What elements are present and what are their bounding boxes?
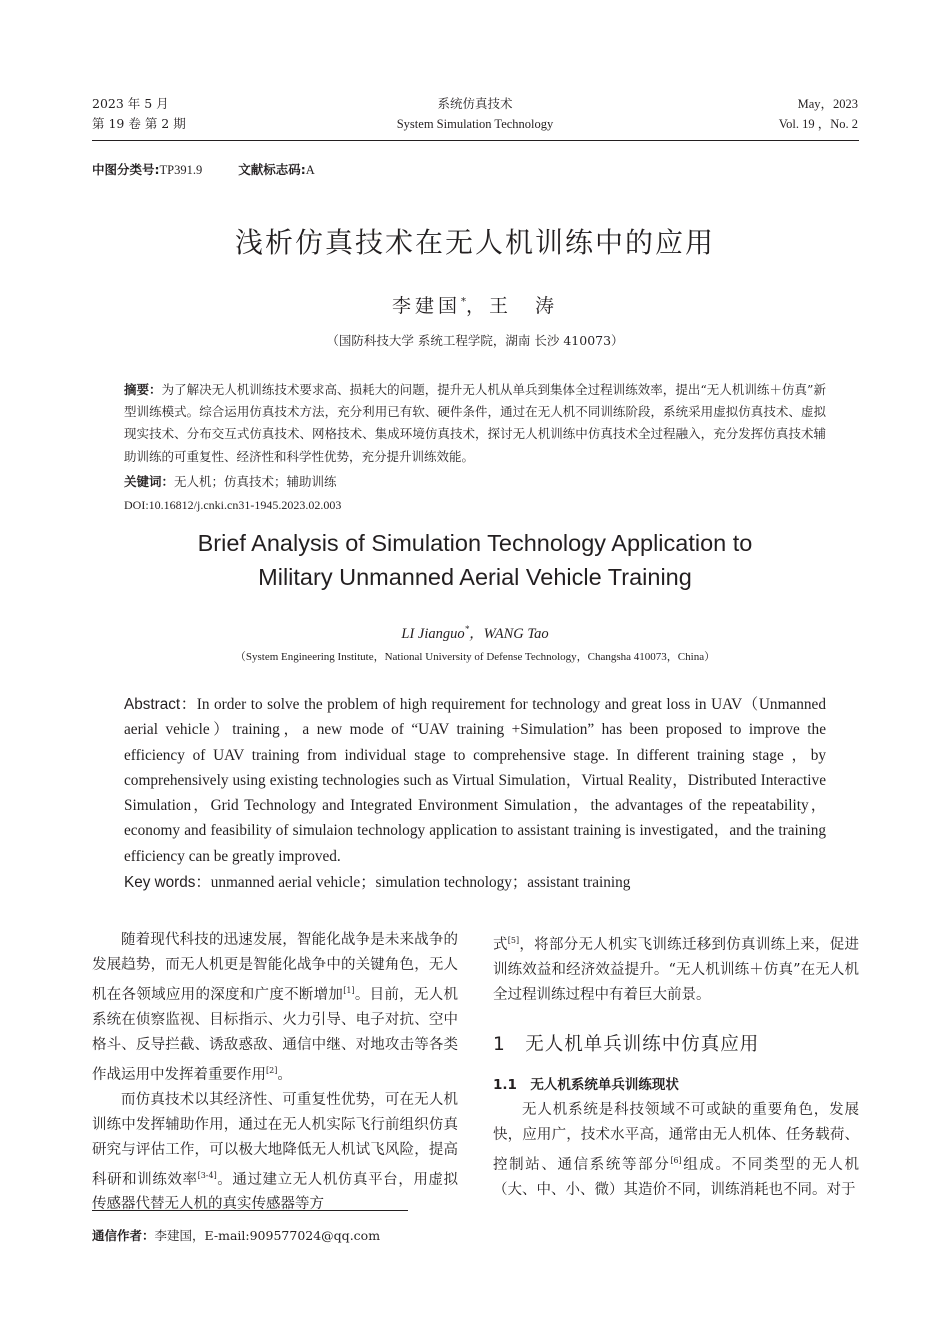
keywords-en-text: unmanned aerial vehicle；simulation technology；assistant training xyxy=(210,874,631,891)
body-left-column xyxy=(92,928,458,1217)
author-1-en: LI Jianguo xyxy=(401,626,465,642)
doc-code-label: 文献标志码: xyxy=(238,162,306,177)
header-volume-en: Vol. 19 ，No. 2 xyxy=(778,117,858,131)
header-volume-cn: 第 19 卷 第 2 期 xyxy=(92,116,186,131)
paragraph-text: 组成。不同类型的无人机（大、中、小、微）其造价不同，训练消耗也不同。对于 xyxy=(493,1156,859,1198)
title-en-line-1: Brief Analysis of Simulation Technology Application to xyxy=(197,530,753,556)
author-separator-en: ， xyxy=(469,626,484,642)
keywords-cn-label: 关键词： xyxy=(124,474,175,489)
title-en-line-2: Military Unmanned Aerial Vehicle Training xyxy=(258,564,692,590)
abstract-cn-text: 为了解决无人机训练技术要求高、损耗大的问题，提升无人机从单兵到集体全过程训练效率，提出“无人机训练＋仿真”新型训练模式。综合运用仿真技术方法，充分利用已有软、硬件条件，通过在无人机不同训练阶段，系统采用虚拟仿真技术、虚拟现实技术、分布交互式仿真技术、网格技术、集成环境仿真技术，探讨无人机训练中仿真技术全过程融入，充分发挥仿真技术辅助训练的可重复性、经济性和科学性优势，充分提升训练效能。 xyxy=(124,382,826,464)
author-separator: ， xyxy=(465,295,489,317)
body-paragraph-2 xyxy=(92,1088,458,1218)
abstract-cn-label: 摘要： xyxy=(124,382,162,397)
abstract-en-label: Abstract： xyxy=(124,696,197,713)
clc-value: TP391.9 xyxy=(159,163,203,177)
paragraph-text: 式 xyxy=(493,936,508,953)
paragraph-text: ，将部分无人机实飞训练迁移到仿真训练上来，促进训练效益和经济效益提升。“无人机训练＋仿真”在无人机全过程训练过程中有着巨大前景。 xyxy=(493,936,860,1003)
classification-line xyxy=(92,160,315,178)
abstract-en-text: In order to solve the problem of high requirement for technology and great loss in UAV（Unmanned aerial vehicle）training，a new mode of “UAV training +Simulation” has been proposed to improve the efficiency of UAV training from individual stage to comprehensive stage. In different training stage ，by comprehensively using existing technologies such as Virtual Simulation，Virtual Reality，Distributed Interactive Simulation，Grid Technology and Integrated Environment Simulation，the advantages of the repeatability，economy and feasibility of simulaion technology application to assistant training is investigated，and the training efficiency can be greatly improved. xyxy=(124,696,826,865)
paragraph-text: 。 xyxy=(277,1066,292,1083)
citation-ref[interactable]: [3-4] xyxy=(197,1170,217,1180)
citation-ref[interactable]: [2] xyxy=(266,1065,278,1075)
author-2-cn: 王 涛 xyxy=(489,295,559,317)
keywords-cn-text: 无人机；仿真技术；辅助训练 xyxy=(174,474,337,489)
citation-ref[interactable]: [6] xyxy=(670,1155,682,1165)
section-heading-1: 1 无人机单兵训练中仿真应用 xyxy=(493,1033,760,1055)
author-1-cn: 李建国 xyxy=(391,295,461,317)
author-2-en: WANG Tao xyxy=(483,626,549,642)
corresponding-mark-en: * xyxy=(464,624,470,635)
body-paragraph-3 xyxy=(493,928,859,1008)
footnote-text: 李建国，E-mail:909577024@qq.com xyxy=(154,1228,381,1243)
paragraph-text: 。通过建立无人机仿真平台，用虚拟传感器代替无人机的真实传感器等方 xyxy=(92,1171,459,1213)
title-en xyxy=(0,526,950,594)
authors-en xyxy=(0,622,950,643)
body-right-column xyxy=(493,928,859,1203)
citation-ref[interactable]: [5] xyxy=(507,936,520,945)
footnote-label: 通信作者： xyxy=(92,1228,155,1243)
title-cn: 浅析仿真技术在无人机训练中的应用 xyxy=(234,226,715,259)
doc-code-value: A xyxy=(305,163,315,177)
header-date-cn: 2023 年 5 月 xyxy=(92,96,169,111)
paragraph-text: 。目前，无人机系统在侦察监视、目标指示、火力引导、电子对抗、空中格斗、反导拦截、诱敌惑敌、通信中继、对地攻击等各类作战运用中发挥着重要作用 xyxy=(92,986,459,1083)
footnote-corresponding-author xyxy=(92,1226,380,1244)
body-paragraph-1 xyxy=(92,928,458,1088)
body-paragraph-4 xyxy=(493,1098,859,1203)
keywords-en-label: Key words： xyxy=(124,874,211,891)
header-issue-en xyxy=(779,94,858,134)
journal-name-en: System Simulation Technology xyxy=(396,117,554,131)
authors-cn xyxy=(0,291,950,318)
keywords-cn xyxy=(124,471,337,493)
paragraph-text: 随着现代科技的迅速发展，智能化战争是未来战争的发展趋势，而无人机更是智能化战争中的关键角色，无人机在各领域应用的深度和广度不断增加 xyxy=(92,932,458,1003)
clc-label: 中图分类号: xyxy=(92,162,160,177)
corresponding-mark: * xyxy=(460,296,466,308)
paragraph-text: 无人机系统是科技领域不可或缺的重要角色，发展快，应用广，技术水平高，通常由无人机体、任务载荷、控制站、通信系统等部分 xyxy=(493,1101,859,1173)
header-rule xyxy=(92,140,859,141)
keywords-en xyxy=(124,870,630,895)
citation-ref[interactable]: [1] xyxy=(343,986,355,995)
abstract-en xyxy=(124,692,826,869)
header-date-en: May，2023 xyxy=(797,97,858,111)
subsection-heading-1-1: 1.1 无人机系统单兵训练现状 xyxy=(493,1076,679,1093)
doi: DOI:10.16812/j.cnki.cn31-1945.2023.02.003 xyxy=(124,498,342,512)
footnote-rule xyxy=(92,1210,408,1211)
abstract-cn xyxy=(124,379,826,468)
affiliation-cn: （国防科技大学 系统工程学院，湖南 长沙 410073） xyxy=(326,333,624,348)
paragraph-text: 而仿真技术以其经济性、可重复性优势，可在无人机训练中发挥辅助作用，通过在无人机实际飞行前组织仿真研究与评估工作，可以极大地降低无人机试飞风险，提高科研和训练效率 xyxy=(92,1091,458,1188)
journal-name-cn: 系统仿真技术 xyxy=(437,96,513,111)
affiliation-en: （System Engineering Institute，National University of Defense Technology，Changsha 410073，China） xyxy=(234,651,716,663)
